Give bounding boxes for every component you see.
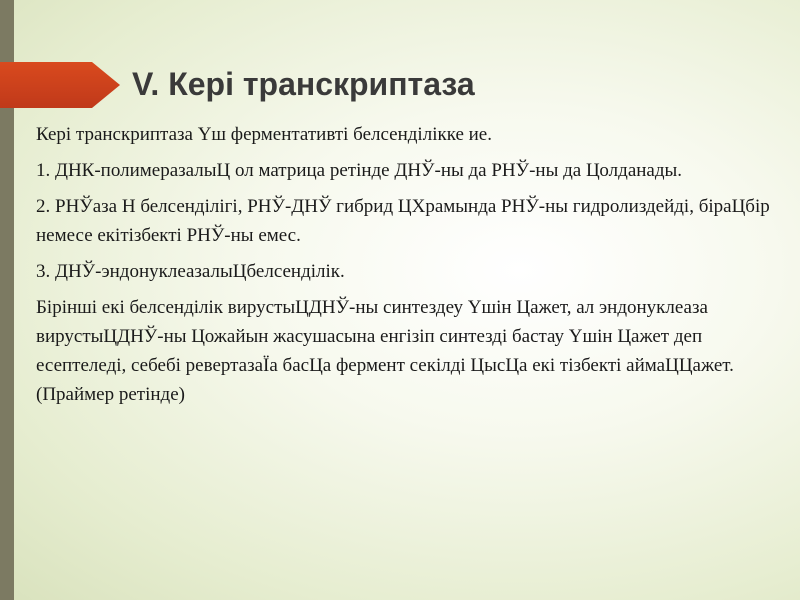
paragraph-intro: Кері транскриптаза Үш ферментативті белсенділікке ие.: [36, 124, 492, 145]
paragraph-item-3: 3. ДНЎ-эндонуклеазалыЦбелсенділік.: [36, 261, 345, 282]
slide-body: [36, 120, 776, 416]
paragraph-item-1: 1. ДНК-полимеразалыЦ ол матрица ретінде ДНЎ-ны да РНЎ-ны да Цолданады.: [36, 160, 683, 181]
paragraph-item-2: 2. РНЎаза Н белсенділігі, РНЎ-ДНЎ гибрид ЦХрамында РНЎ-ны гидролиздейді, біраЦбір немесе екітізбекті РНЎ-ны емес.: [36, 196, 770, 246]
paragraph-conclusion: Бірінші екі белсенділік вирустыЦДНЎ-ны синтездеу Үшін Цажет, ал эндонуклеаза вирустыЦДНЎ-ны Цожайын жасушасына енгізіп синтезді бастау Үшін Цажет деп есептеледі, себебі ревертазаЇа басЦа фермент секілді ЦысЦа екі тізбекті аймаЦЦажет. (Праймер ретінде): [36, 297, 734, 405]
slide-title: V. Кері транскриптаза: [132, 66, 475, 102]
title-arrow-shape: [0, 62, 120, 108]
